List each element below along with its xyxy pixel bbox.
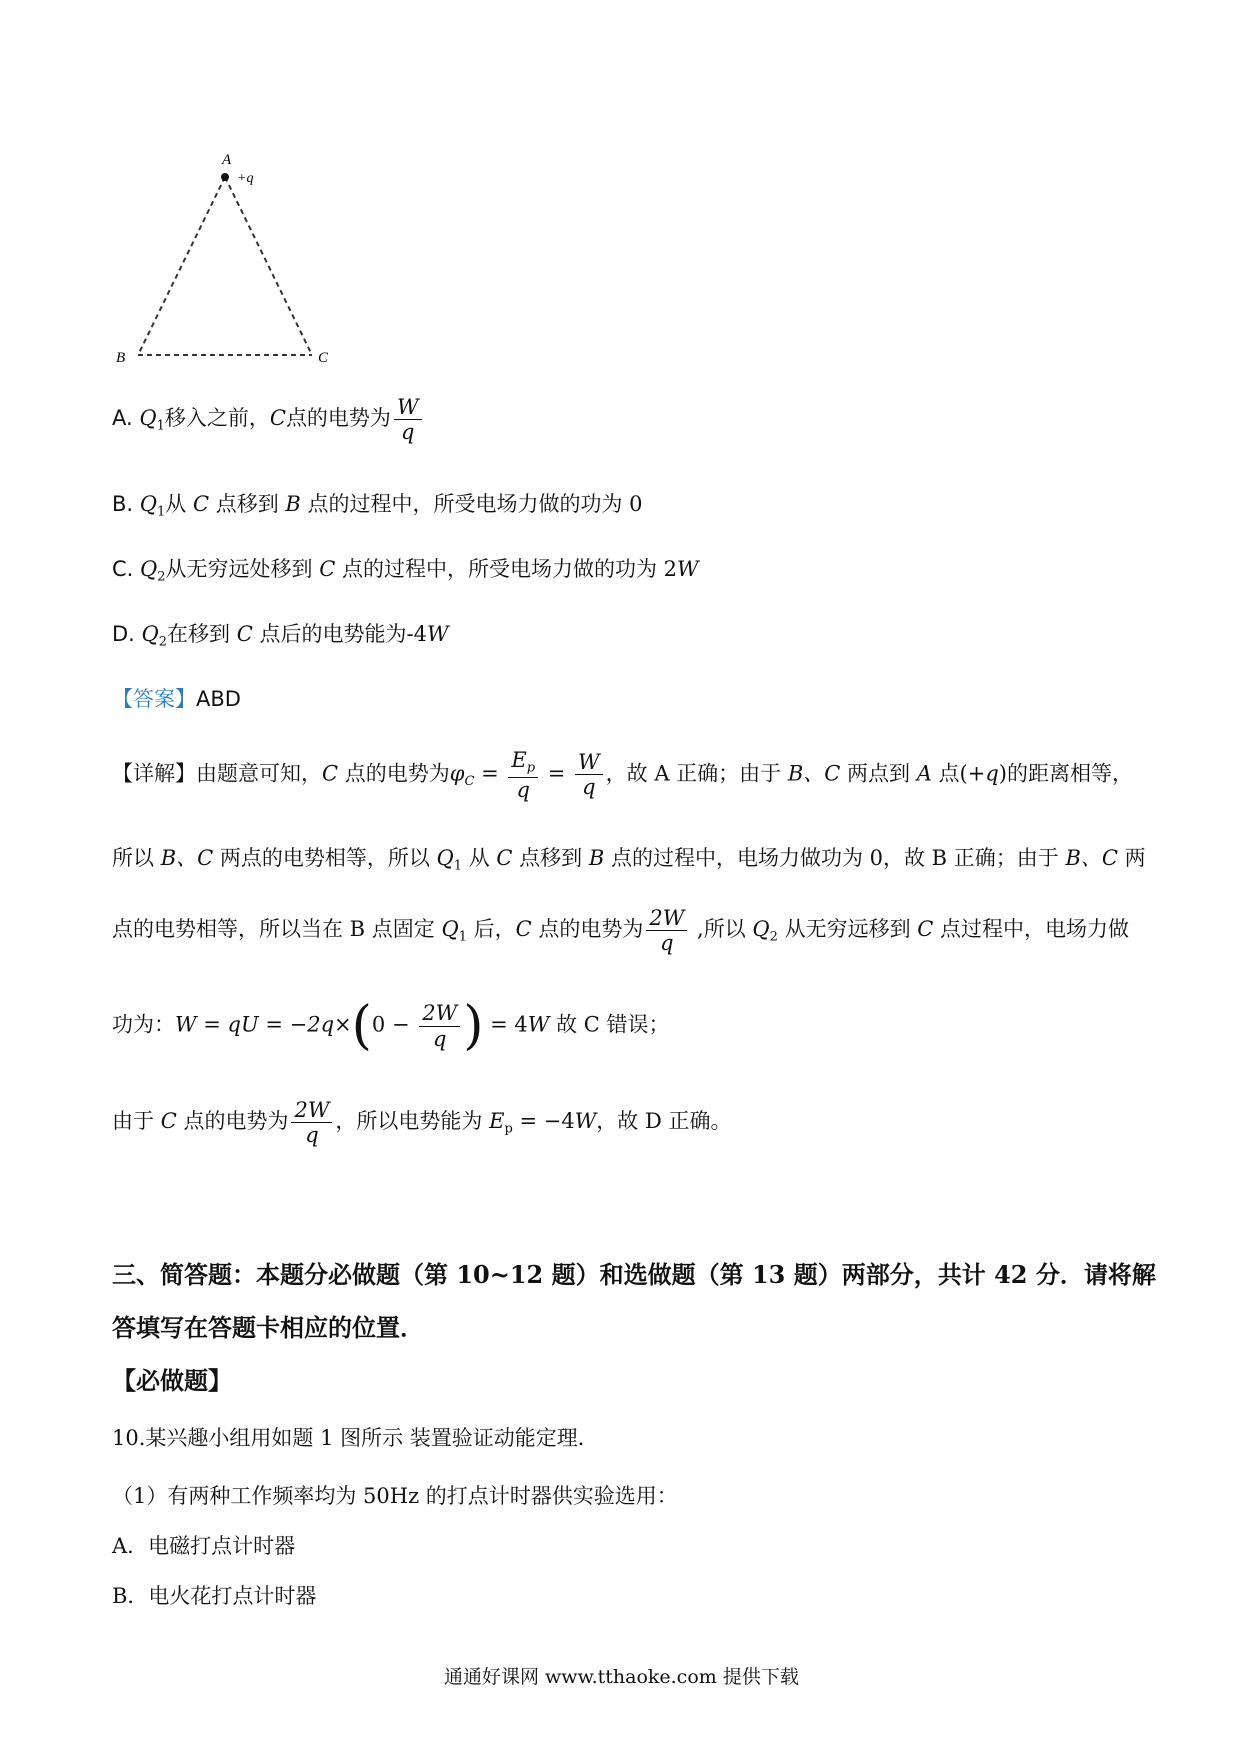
section-heading-line-2: 答填写在答题卡相应的位置．: [112, 1313, 424, 1342]
answer-value: ABD: [196, 687, 241, 711]
option-d: D. $Q_2$在移到 C 点后的电势能为-4W: [112, 622, 449, 650]
question-10-option-b: B．电火花打点计时器: [112, 1584, 317, 1608]
triangle-figure: [110, 140, 370, 370]
footer-text: 通通好课网 www.tthaoke.com 提供下载: [444, 1666, 799, 1688]
question-10-stem: 10.某兴趣小组用如题 1 图所示 装置验证动能定理．: [112, 1426, 599, 1450]
option-a: A. $Q_1$移入之前，C点的电势为 $\frac{W}{q}$: [112, 395, 425, 444]
label-a: A: [222, 152, 232, 168]
question-10-part-1: （1）有两种工作频率均为 50Hz 的打点计时器供实验选用：: [112, 1484, 678, 1508]
label-b: B: [116, 350, 126, 366]
explanation-line-1: 【详解】由题意可知，C 点的电势为$\varphi_C$ = $\frac{E_p}{q}$ = $\frac{W}{q}$ ，故 A 正确；由于 B、C 两点到 A 点(+q)的距离相等，: [112, 748, 1133, 802]
edge-ac: [225, 177, 312, 355]
required-heading: 【必做题】: [112, 1366, 232, 1395]
charge-dot: [221, 173, 229, 181]
section-heading-line-1: 三、简答题：本题分必做题（第 10~12 题）和选做题（第 13 题）两部分，共计 42 分．请将解: [112, 1260, 1156, 1289]
answer-line: [112, 683, 241, 713]
explanation-line-3: 点的电势相等，所以当在 B 点固定 $Q_1$ 后，C 点的电势为 $\frac{2W}{q}$ ,所以 $Q_2$ 从无穷远移到 C 点过程中，电场力做: [112, 906, 1130, 956]
explanation-line-5: 由于 C 点的电势为 $\frac{2W}{q}$ ，所以电势能为 $E_p = -4W$，故 D 正确。: [112, 1098, 732, 1148]
explanation-line-2: 所以 B、C 两点的电势相等，所以 $Q_1$ 从 C 点移到 B 点的过程中，电场力做功为 0，故 B 正确；由于 B、C 两: [112, 846, 1146, 874]
fraction-w-over-q: $\frac{W}{q}$: [394, 395, 422, 444]
label-q: +q: [237, 171, 254, 186]
fraction-ep-over-q: $\frac{E_p}{q}$: [508, 748, 538, 802]
fraction-2w-over-q-3: $\frac{2W}{q}$: [291, 1098, 332, 1147]
fraction-2w-over-q: $\frac{2W}{q}$: [646, 906, 687, 955]
question-10-option-a: A．电磁打点计时器: [112, 1534, 296, 1558]
triangle-diagram: [110, 140, 370, 370]
explanation-line-4: 功为：W = qU = −2q×(0 − $\frac{2W}{q}$ ) = 4W 故 C 错误；: [112, 996, 670, 1056]
answer-tag: 【答案】: [112, 687, 196, 711]
fraction-w-over-q-2: $\frac{W}{q}$: [575, 750, 603, 799]
fraction-2w-over-q-2: $\frac{2W}{q}$: [419, 1001, 460, 1050]
edge-ab: [138, 177, 225, 355]
option-b: B. $Q_1$从 C 点移到 B 点的过程中，所受电场力做的功为 0: [112, 492, 643, 520]
option-c: C. $Q_2$从无穷远处移到 C 点的过程中，所受电场力做的功为 2W: [112, 557, 699, 585]
label-c: C: [318, 350, 329, 366]
